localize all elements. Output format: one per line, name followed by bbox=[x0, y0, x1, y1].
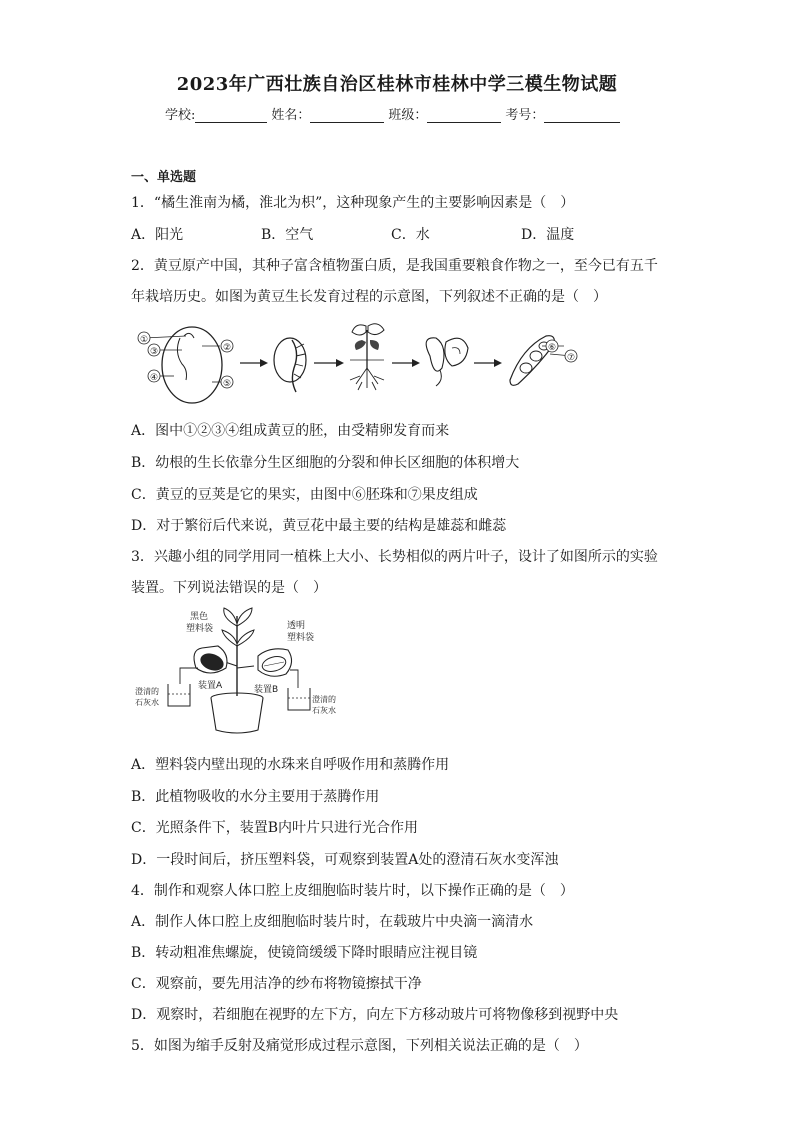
label-lime-left-1: 澄清的 bbox=[135, 687, 159, 696]
label-6 bbox=[546, 340, 558, 353]
q2-option-d[interactable]: D．对于繁衍后代来说，黄豆花中最主要的结构是雄蕊和雌蕊 bbox=[131, 518, 507, 534]
seedling bbox=[350, 324, 384, 390]
arrow-2 bbox=[314, 359, 344, 367]
q2-option-c[interactable]: C．黄豆的豆荚是它的果实，由图中⑥胚珠和⑦果皮组成 bbox=[131, 487, 478, 503]
q2-option-b[interactable]: B．幼根的生长依靠分生区细胞的分裂和伸长区细胞的体积增大 bbox=[131, 455, 520, 471]
q3-stem-line-2: 装置。下列说法错误的是（ ） bbox=[131, 580, 327, 596]
q3-option-b[interactable]: B．此植物吸收的水分主要用于蒸腾作用 bbox=[131, 789, 380, 805]
label-device-a: 装置A bbox=[198, 681, 223, 691]
q4-option-d[interactable]: D．观察时，若细胞在视野的左下方，向左下方移动玻片可将物像移到视野中央 bbox=[131, 1007, 619, 1023]
soybean-development-figure bbox=[130, 318, 590, 408]
student-info-row bbox=[165, 104, 624, 123]
q1-options bbox=[131, 224, 651, 244]
q2-stem-line-2: 年栽培历史。如图为黄豆生长发育过程的示意图，下列叙述不正确的是（ ） bbox=[131, 289, 607, 305]
q2-stem-line-1: 2．黄豆原产中国，其种子富含植物蛋白质，是我国重要粮食作物之一，至今已有五千 bbox=[131, 258, 658, 274]
label-lime-right-2: 石灰水 bbox=[312, 706, 336, 715]
plant bbox=[222, 608, 254, 696]
exam-number-label: 考号： bbox=[505, 108, 545, 123]
label-black-bag-1: 黑色 bbox=[190, 612, 209, 622]
q5-stem: 5．如图为缩手反射及痛觉形成过程示意图，下列相关说法正确的是（ ） bbox=[131, 1038, 588, 1054]
label-black-bag-2: 塑料袋 bbox=[186, 624, 214, 634]
beaker-right bbox=[288, 688, 310, 710]
svg-text:⑦: ⑦ bbox=[566, 353, 576, 363]
bean-pod bbox=[510, 336, 577, 386]
label-1 bbox=[138, 332, 150, 345]
label-lime-left-2: 石灰水 bbox=[135, 698, 159, 707]
svg-text:⑥: ⑥ bbox=[547, 343, 557, 353]
section-heading: 一、单选题 bbox=[131, 170, 197, 185]
q1-option-a[interactable]: A．阳光 bbox=[131, 227, 184, 243]
q3-stem-line-1: 3．兴趣小组的同学用同一植株上大小、长势相似的两片叶子，设计了如图所示的实验 bbox=[131, 549, 658, 565]
q4-option-a[interactable]: A．制作人体口腔上皮细胞临时装片时，在载玻片中央滴一滴清水 bbox=[131, 914, 534, 930]
clear-bag-device-b bbox=[258, 649, 292, 676]
label-2 bbox=[221, 340, 233, 353]
svg-text:⑤: ⑤ bbox=[222, 379, 232, 389]
q3-option-a[interactable]: A．塑料袋内壁出现的水珠来自呼吸作用和蒸腾作用 bbox=[131, 757, 450, 773]
label-7 bbox=[565, 350, 577, 363]
arrow-1 bbox=[240, 359, 268, 367]
school-label: 学校: bbox=[165, 108, 196, 123]
q4-option-c[interactable]: C．观察前，要先用洁净的纱布将物镜擦拭干净 bbox=[131, 976, 422, 992]
plant-bag-experiment-figure bbox=[130, 606, 380, 746]
q3-option-c[interactable]: C．光照条件下，装置B内叶片只进行光合作用 bbox=[131, 820, 418, 836]
black-bag-device-a bbox=[194, 646, 227, 674]
arrow-3 bbox=[392, 359, 420, 367]
label-4 bbox=[148, 370, 160, 383]
flower bbox=[426, 338, 468, 386]
label-3 bbox=[148, 344, 160, 357]
q3-option-d[interactable]: D．一段时间后，挤压塑料袋，可观察到装置A处的澄清石灰水变浑浊 bbox=[131, 852, 559, 868]
q2-option-a[interactable]: A．图中①②③④组成黄豆的胚，由受精卵发育而来 bbox=[131, 423, 450, 439]
svg-text:③: ③ bbox=[149, 347, 159, 357]
label-clear-bag-1: 透明 bbox=[287, 621, 306, 631]
label-clear-bag-2: 塑料袋 bbox=[287, 633, 315, 643]
label-device-b: 装置B bbox=[254, 685, 279, 695]
q1-option-c[interactable]: C．水 bbox=[391, 227, 430, 243]
flower-pot bbox=[211, 693, 263, 733]
beaker-left bbox=[168, 684, 190, 706]
germinating-seed bbox=[274, 338, 306, 392]
svg-text:②: ② bbox=[222, 343, 232, 353]
label-lime-right-1: 澄清的 bbox=[312, 695, 336, 704]
page-title: 2023年广西壮族自治区桂林市桂林中学三模生物试题 bbox=[176, 74, 618, 95]
name-label: 姓名： bbox=[271, 108, 311, 123]
school-blank[interactable] bbox=[195, 108, 267, 123]
class-label: 班级： bbox=[388, 108, 428, 123]
q1-option-d[interactable]: D．温度 bbox=[521, 227, 575, 243]
q4-option-b[interactable]: B．转动粗准焦螺旋，使镜筒缓缓下降时眼睛应注视目镜 bbox=[131, 945, 478, 961]
exam-number-blank[interactable] bbox=[544, 108, 620, 123]
svg-text:④: ④ bbox=[149, 373, 159, 383]
svg-text:①: ① bbox=[139, 335, 149, 345]
q4-stem: 4．制作和观察人体口腔上皮细胞临时装片时，以下操作正确的是（ ） bbox=[131, 883, 574, 899]
name-blank[interactable] bbox=[310, 108, 384, 123]
label-5 bbox=[221, 376, 233, 389]
arrow-4 bbox=[474, 359, 502, 367]
q1-option-b[interactable]: B．空气 bbox=[261, 227, 314, 243]
class-blank[interactable] bbox=[427, 108, 501, 123]
q1-stem: 1．“橘生淮南为橘，淮北为枳”，这种现象产生的主要影响因素是（ ） bbox=[131, 195, 575, 211]
seed-diagram bbox=[138, 327, 233, 403]
